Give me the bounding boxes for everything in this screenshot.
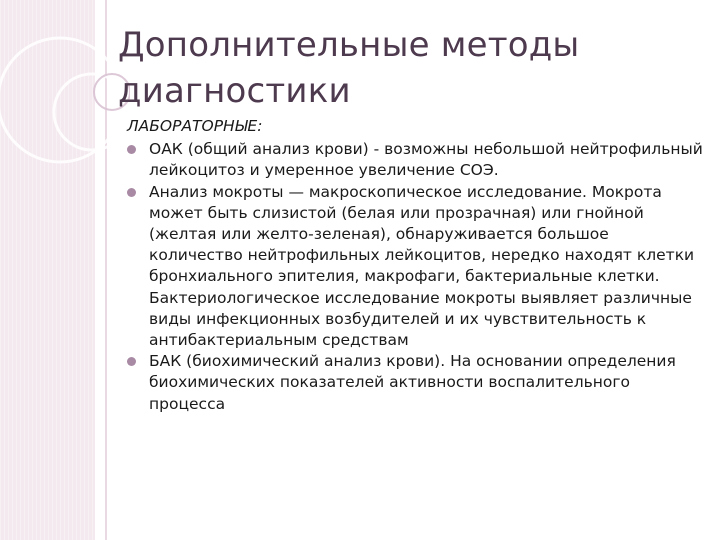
decorative-circles [0,0,130,200]
bullet-list [124,139,704,415]
bullet-text: Анализ мокроты — макроскопическое исследование. Мокрота может быть слизистой (белая или прозрачная) или гнойной (желтая или желто-зеленая), обнаруживается большое количество нейтрофильных лейкоцитов, нередко находят клетки бронхиального эпителия, макрофаги, бактериальные клетки. Бактериологическое исследование мокроты выявляет различные виды инфекционных возбудителей и их чувствительность к антибактериальным средствам [149,182,695,350]
bullet-dot-icon [127,188,136,197]
bullet-item [124,182,704,352]
bullet-dot-icon [127,145,136,154]
bullet-item [124,351,704,415]
bullet-text: БАК (биохимический анализ крови). На основании определения биохимических показателей активности воспалительного процесса [149,352,676,413]
bullet-item [124,139,704,181]
bullet-text: ОАК (общий анализ крови) - возможны небольшой нейтрофильный лейкоцитоз и умеренное увеличение СОЭ. [149,140,703,180]
decorative-ring-outer [0,38,122,162]
slide-content [124,116,704,415]
slide-title: Дополнительные методы диагностики [118,25,580,111]
bullet-dot-icon [127,357,136,366]
section-subheading: ЛАБОРАТОРНЫЕ: [127,117,263,135]
